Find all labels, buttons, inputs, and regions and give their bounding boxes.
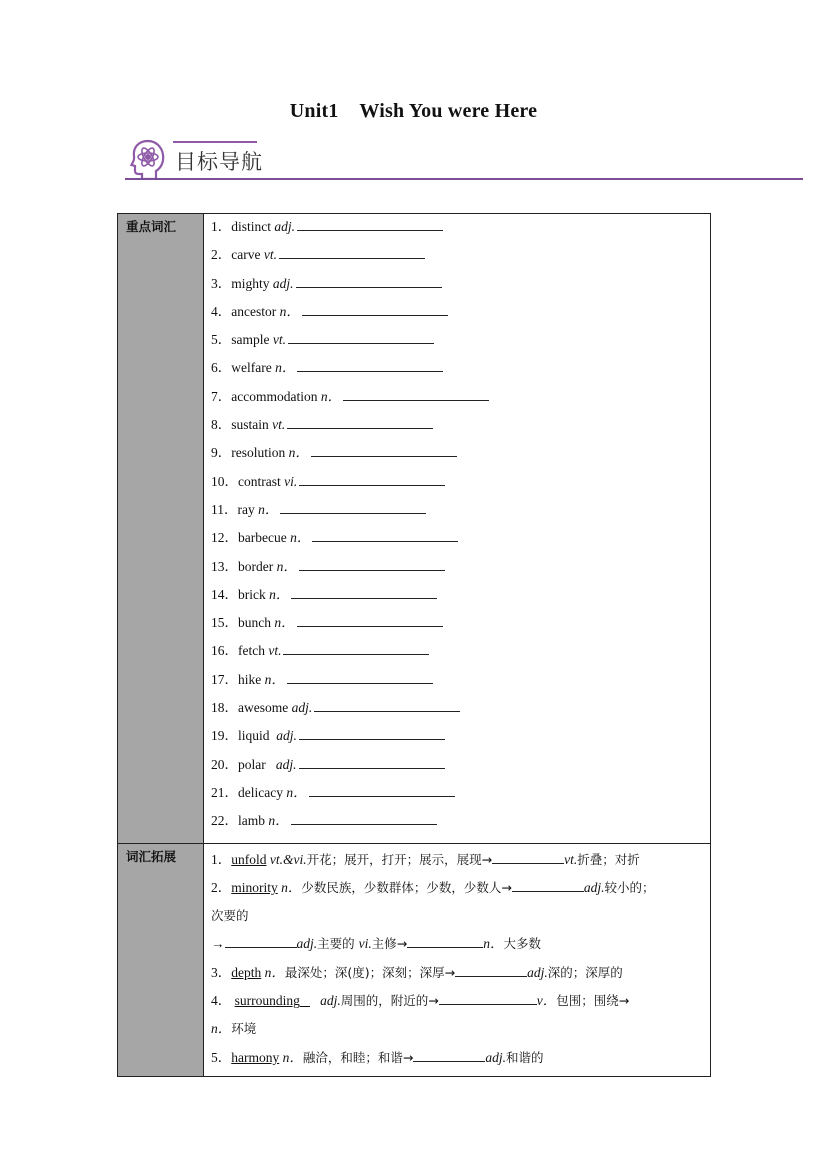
item-meaning: 少数民族，少数群体；少数，少数人→ [301, 879, 512, 895]
item-number: 1． [211, 219, 232, 234]
item-meaning: 主修→ [371, 936, 408, 952]
item-number: 13． [211, 558, 238, 574]
item-number: 7． [211, 388, 232, 404]
item-number: 2． [211, 879, 232, 895]
answer-blank[interactable] [413, 1047, 485, 1062]
answer-blank[interactable] [299, 556, 445, 571]
answer-blank[interactable] [302, 301, 448, 316]
item-word: polar [238, 756, 276, 772]
item-number: 9． [211, 445, 232, 461]
answer-blank[interactable] [512, 877, 584, 892]
list-item [211, 244, 710, 272]
list-item [211, 527, 710, 555]
item-number: 15． [211, 615, 238, 631]
answer-blank[interactable] [291, 810, 437, 825]
item-number: 19． [211, 728, 238, 744]
answer-blank[interactable] [297, 216, 443, 231]
list-item [211, 669, 710, 697]
item-pos: n． [276, 558, 297, 574]
ext-list [204, 843, 711, 1076]
item-pos: adj. [527, 964, 548, 980]
list-item [211, 499, 710, 527]
item-pos: vt. [564, 851, 578, 867]
item-word: unfold [231, 851, 267, 867]
item-pos: adj. [275, 756, 297, 772]
item-word: depth [231, 964, 262, 980]
list-item [211, 640, 710, 668]
item-pos: vi. [358, 936, 372, 952]
list-item [211, 414, 710, 442]
item-pos: n． [269, 586, 290, 602]
answer-blank[interactable] [455, 962, 527, 977]
list-item [211, 357, 710, 385]
answer-blank[interactable] [288, 329, 434, 344]
item-number: 5． [211, 1049, 232, 1065]
list-item [211, 902, 710, 930]
item-word: carve [231, 247, 264, 263]
item-meaning: 包围；围绕→ [556, 993, 630, 1009]
list-item [211, 959, 710, 987]
ext-label: 词汇拓展 [118, 843, 204, 1076]
item-word: accommodation [231, 388, 321, 404]
item-pos: n． [286, 784, 307, 800]
item-word: ancestor [231, 303, 280, 319]
item-number: 4． [211, 303, 232, 319]
answer-blank[interactable] [280, 499, 426, 514]
answer-blank[interactable] [283, 640, 429, 655]
list-item [211, 301, 710, 329]
item-word: resolution [231, 445, 289, 461]
item-pos: vt. [272, 417, 286, 433]
vocab-label: 重点词汇 [118, 214, 204, 844]
header-rule [125, 178, 803, 180]
list-item [211, 442, 710, 470]
list-item [211, 1015, 710, 1043]
item-number: 1． [211, 851, 232, 867]
answer-blank[interactable] [343, 386, 489, 401]
item-pos: n． [290, 530, 311, 546]
answer-blank[interactable] [492, 849, 564, 864]
list-item [211, 782, 710, 810]
item-pos: adj. [296, 936, 318, 952]
item-word: delicacy [238, 784, 287, 800]
list-item [211, 697, 710, 725]
table-row [118, 214, 711, 844]
item-pos: n． [279, 303, 300, 319]
answer-blank[interactable] [299, 471, 445, 486]
item-number: 10． [211, 473, 238, 489]
item-pos: adj. [272, 275, 294, 291]
item-meaning: 融洽，和睦；和谐→ [302, 1049, 414, 1065]
arrow: → [211, 936, 225, 952]
item-pos: vt. [268, 643, 282, 659]
answer-blank[interactable] [297, 357, 443, 372]
item-word: welfare [231, 360, 276, 376]
answer-blank[interactable] [309, 782, 455, 797]
vocab-table [117, 213, 711, 1077]
table-row [118, 843, 711, 1076]
header-accent-line [173, 141, 257, 143]
answer-blank[interactable] [291, 584, 437, 599]
list-item [211, 273, 710, 301]
list-item [211, 584, 710, 612]
list-item [211, 556, 710, 584]
item-word: minority [231, 879, 278, 895]
item-pos: adj. [274, 219, 296, 234]
item-word: brick [238, 586, 270, 602]
item-word: harmony [231, 1049, 280, 1065]
item-word: contrast [238, 473, 285, 489]
item-meaning: 主要的 [317, 936, 359, 952]
item-pos: adj. [291, 700, 313, 716]
list-item [211, 987, 710, 1015]
list-item [211, 846, 710, 874]
list-item [211, 471, 710, 499]
item-word: liquid [238, 728, 277, 744]
item-number: 11． [211, 501, 238, 517]
item-meaning: 最深处；深(度)；深刻；深厚→ [284, 964, 456, 980]
item-number: 12． [211, 530, 238, 546]
item-pos: n． [211, 1021, 232, 1037]
list-item [211, 386, 710, 414]
item-word: mighty [231, 275, 273, 291]
item-pos: adj. [583, 879, 605, 895]
item-meaning: 次要的 [211, 908, 249, 924]
list-item [211, 874, 710, 902]
item-pos: vt. [272, 332, 286, 348]
answer-blank[interactable] [287, 669, 433, 684]
answer-blank[interactable] [299, 754, 445, 769]
item-pos: n． [258, 501, 279, 517]
item-pos: adj. [485, 1049, 506, 1065]
item-word: border [238, 558, 277, 574]
item-number: 2． [211, 247, 232, 263]
item-word: hike [238, 671, 265, 687]
list-item [211, 216, 710, 244]
answer-blank[interactable] [299, 725, 445, 740]
item-meaning: 和谐的 [506, 1049, 544, 1065]
answer-blank[interactable] [311, 442, 457, 457]
item-pos: vt. [263, 247, 277, 263]
item-number: 8． [211, 417, 232, 433]
item-number: 18． [211, 700, 238, 716]
item-number: 3． [211, 275, 232, 291]
answer-blank[interactable] [407, 933, 483, 948]
item-word: sample [231, 332, 273, 348]
item-meaning: 深的；深厚的 [547, 964, 623, 980]
item-pos: n． [288, 445, 309, 461]
item-number: 17． [211, 671, 238, 687]
item-pos: n． [483, 936, 504, 952]
item-pos: n． [281, 879, 302, 895]
item-number: 22． [211, 813, 238, 829]
item-pos: n． [268, 813, 289, 829]
item-pos: adj. [276, 728, 297, 744]
item-meaning: 环境 [231, 1021, 257, 1037]
item-pos: n． [264, 964, 285, 980]
list-item [211, 329, 710, 357]
header-text: 目标导航 [175, 150, 263, 174]
item-pos: adj. [320, 993, 341, 1009]
item-number: 3． [211, 964, 232, 980]
section-header [125, 136, 805, 182]
item-pos: n． [320, 388, 342, 404]
answer-blank[interactable] [439, 990, 537, 1005]
item-word: distinct [231, 219, 275, 234]
answer-blank[interactable] [296, 273, 442, 288]
answer-blank[interactable] [287, 414, 433, 429]
item-pos: v． [536, 993, 557, 1009]
head-brain-icon [129, 138, 167, 180]
answer-blank[interactable] [297, 612, 443, 627]
item-pos: n． [282, 1049, 303, 1065]
list-item [211, 754, 710, 782]
item-number: 16． [211, 643, 238, 659]
item-meaning: 周围的，附近的→ [340, 993, 439, 1009]
item-word: barbecue [238, 530, 291, 546]
item-word: sustain [231, 417, 273, 433]
page-title: Unit1 Wish You were Here [289, 100, 538, 122]
item-word: ray [237, 501, 259, 517]
item-number: 21． [211, 784, 238, 800]
item-meaning: 较小的； [604, 879, 655, 895]
vocab-list [204, 214, 711, 844]
item-pos: vi. [284, 473, 298, 489]
item-meaning: 开花；展开，打开；展示，展现→ [306, 851, 493, 867]
item-pos: n． [275, 360, 296, 376]
item-number: 14． [211, 586, 238, 602]
item-meaning: 折叠；对折 [577, 851, 640, 867]
item-meaning: 大多数 [503, 936, 541, 952]
item-pos: n． [264, 671, 285, 687]
list-item [211, 810, 710, 838]
list-item [211, 930, 710, 958]
answer-blank[interactable] [314, 697, 460, 712]
item-number: 20． [211, 756, 238, 772]
item-word: lamb [238, 813, 269, 829]
answer-blank[interactable] [225, 933, 297, 948]
item-pos: n． [274, 615, 295, 631]
answer-blank[interactable] [279, 244, 425, 259]
answer-blank[interactable] [312, 527, 458, 542]
item-number: 6． [211, 360, 232, 376]
list-item [211, 725, 710, 753]
item-word: fetch [238, 643, 269, 659]
item-number: 4． [211, 993, 232, 1009]
item-number: 5． [211, 332, 232, 348]
item-word: awesome [238, 700, 292, 716]
item-pos: vt.&vi. [269, 851, 307, 867]
item-word: surrounding [234, 993, 300, 1009]
list-item [211, 612, 710, 640]
list-item [211, 1044, 710, 1072]
item-word: bunch [238, 615, 275, 631]
